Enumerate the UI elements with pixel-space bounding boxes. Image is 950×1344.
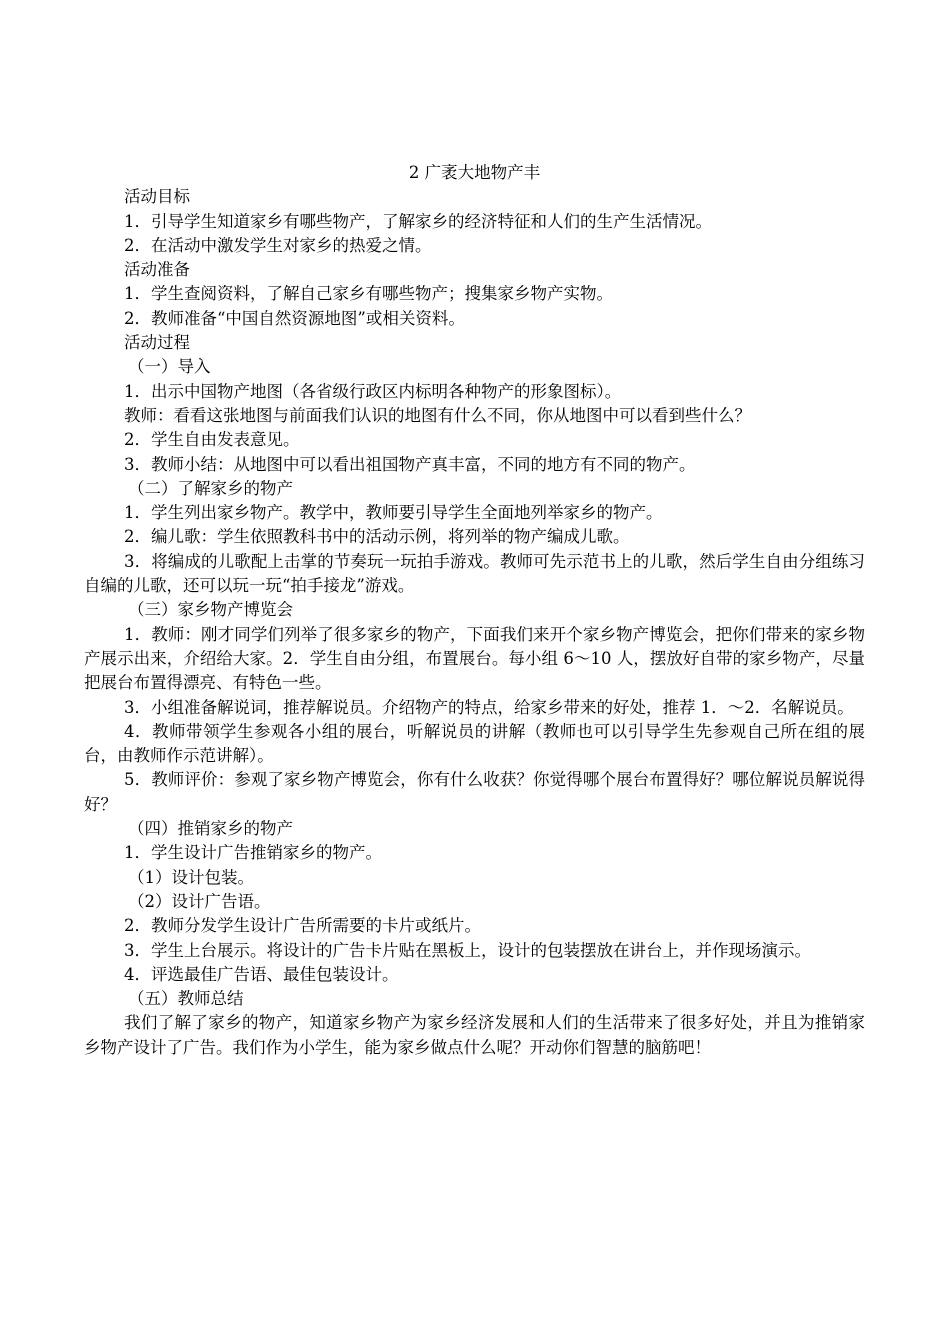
paragraph: 2．编儿歌：学生依照教科书中的活动示例，将列举的物产编成儿歌。 <box>124 527 630 547</box>
section-heading: 活动目标 <box>124 187 190 207</box>
paragraph: 1．学生列出家乡物产。教学中，教师要引导学生全面地列举家乡的物产。 <box>124 503 663 523</box>
paragraph: 1．引导学生知道家乡有哪些物产，了解家乡的经济特征和人们的生产生活情况。 <box>124 211 712 231</box>
subsection-heading: （四）推销家乡的物产 <box>128 819 293 839</box>
paragraph: 3．小组准备解说词，推荐解说员。介绍物产的特点，给家乡带来的好处，推荐 1．～2．名解说员。 <box>124 697 854 717</box>
paragraph: 2．在活动中激发学生对家乡的热爱之情。 <box>124 235 432 255</box>
section-heading: 活动准备 <box>124 260 190 280</box>
paragraph: 3．教师小结：从地图中可以看出祖国物产真丰富，不同的地方有不同的物产。 <box>124 454 696 474</box>
paragraph: 1．教师：刚才同学们列举了很多家乡的物产，下面我们来开个家乡物产博览会，把你们带来的家乡物产展示出来，介绍给大家。2．学生自由分组，布置展台。每小组 6～10 人，摆放好自带的家乡物产，尽量把展台布置得漂亮、有特色一些。 <box>84 624 865 693</box>
paragraph: 4．教师带领学生参观各小组的展台，听解说员的讲解（教师也可以引导学生先参观自己所在组的展台，由教师作示范讲解）。 <box>84 721 865 766</box>
paragraph: 5．教师评价：参观了家乡物产博览会，你有什么收获？你觉得哪个展台布置得好？哪位解说员解说得好？ <box>84 770 865 814</box>
section-heading: 活动过程 <box>124 333 190 353</box>
subsection-heading: （2）设计广告语。 <box>128 891 271 911</box>
subsection-heading: （三）家乡物产博览会 <box>128 600 293 620</box>
subsection-heading: （一）导入 <box>128 357 211 377</box>
paragraph: 1．学生设计广告推销家乡的物产。 <box>124 843 382 863</box>
paragraph: 1．出示中国物产地图（各省级行政区内标明各种物产的形象图标）。 <box>124 381 622 401</box>
paragraph: 教师：看看这张地图与前面我们认识的地图有什么不同，你从地图中可以看到些什么？ <box>124 405 751 425</box>
paragraph-list <box>84 185 865 1060</box>
paragraph: 2．学生自由发表意见。 <box>124 430 300 450</box>
paragraph: 3．学生上台展示。将设计的广告卡片贴在黑板上，设计的包装摆放在讲台上，并作现场演示。 <box>124 940 811 960</box>
paragraph: 我们了解了家乡的物产，知道家乡物产为家乡经济发展和人们的生活带来了很多好处，并且为推销家乡物产设计了广告。我们作为小学生，能为家乡做点什么呢？开动你们智慧的脑筋吧！ <box>84 1013 865 1057</box>
document-body <box>84 161 865 1060</box>
subsection-heading: （二）了解家乡的物产 <box>128 478 293 498</box>
paragraph: 1．学生查阅资料，了解自己家乡有哪些物产；搜集家乡物产实物。 <box>124 284 613 304</box>
paragraph: 2．教师分发学生设计广告所需要的卡片或纸片。 <box>124 916 481 936</box>
document-title: 2 广袤大地物产丰 <box>408 163 541 182</box>
subsection-heading: （五）教师总结 <box>128 989 244 1009</box>
subsection-heading: （1）设计包装。 <box>128 867 254 887</box>
paragraph: 2．教师准备“中国自然资源地图”或相关资料。 <box>124 308 465 328</box>
paragraph: 3．将编成的儿歌配上击掌的节奏玩一玩拍手游戏。教师可先示范书上的儿歌，然后学生自由分组练习自编的儿歌，还可以玩一玩“拍手接龙”游戏。 <box>84 551 865 596</box>
paragraph: 4．评选最佳广告语、最佳包装设计。 <box>124 964 399 984</box>
